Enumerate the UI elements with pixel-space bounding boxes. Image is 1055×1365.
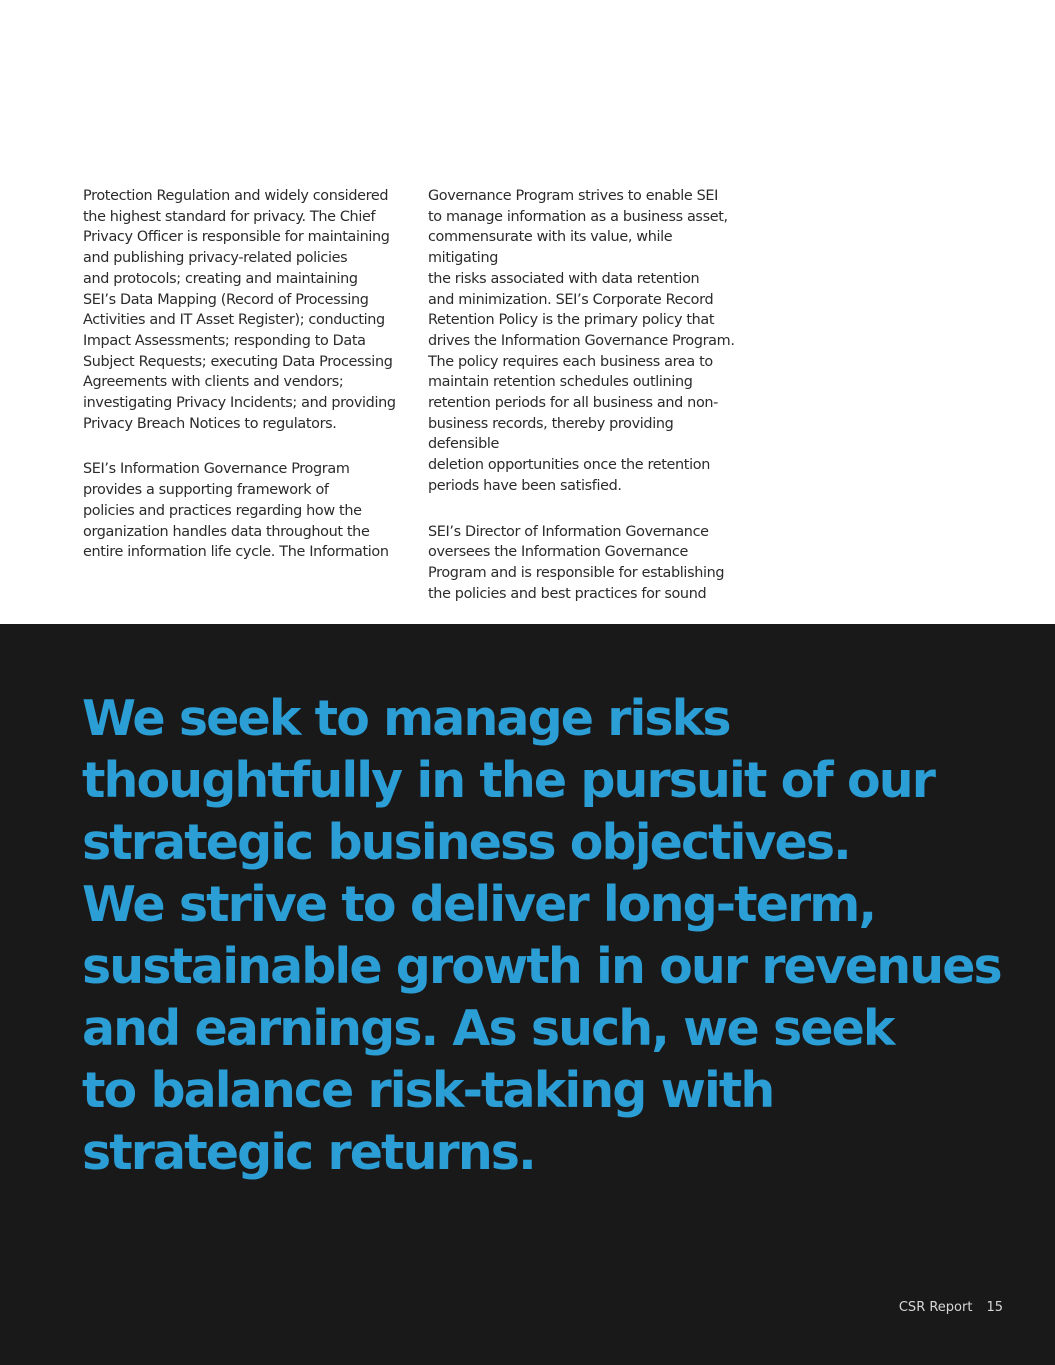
report-name: CSR Report [898, 1300, 973, 1315]
pull-quote: We seek to manage risks thoughtfully in the pursuit of our strategic business objectives. We strive to deliver long-term, sustainable growth in our revenues and earnings. As such, we seek to balance risk-taking with strategic returns. [82, 690, 1001, 1181]
left-text-column [83, 186, 398, 563]
right-column-paragraph: SEI’s Director of Information Governance oversees the Information Governance Program and is responsible for establishing the policies and best practices for sound [428, 523, 725, 602]
page-footer [899, 1299, 1003, 1317]
right-column-paragraph: Governance Program strives to enable SEI to manage information as a business asset, commensurate with its value, while mitigating the risks associated with data retention and minimization. SEI’s Corporate Record Retention Policy is the primary policy that drives the Information Governance Program. The policy requires each business area to maintain retention schedules outlining retention periods for all business and non- business records, thereby providing defensible deletion opportunities once the retention periods have been satisfied. [428, 188, 735, 494]
right-text-column [428, 186, 743, 604]
left-column-paragraph: SEI’s Information Governance Program provides a supporting framework of policies and practices regarding how the organization handles data throughout the entire information life cycle. The Information [83, 461, 389, 561]
page-number: 15 [986, 1300, 1003, 1315]
left-column-paragraph: Protection Regulation and widely considered the highest standard for privacy. The Chief Privacy Officer is responsible for maintaining and publishing privacy-related policies and protocols; creating and maintaining SEI’s Data Mapping (Record of Processing Activities and IT Asset Register); conducting Impact Assessments; responding to Data Subject Requests; executing Data Processing Agreements with clients and vendors; investigating Privacy Incidents; and providing Privacy Breach Notices to regulators. [83, 188, 396, 432]
